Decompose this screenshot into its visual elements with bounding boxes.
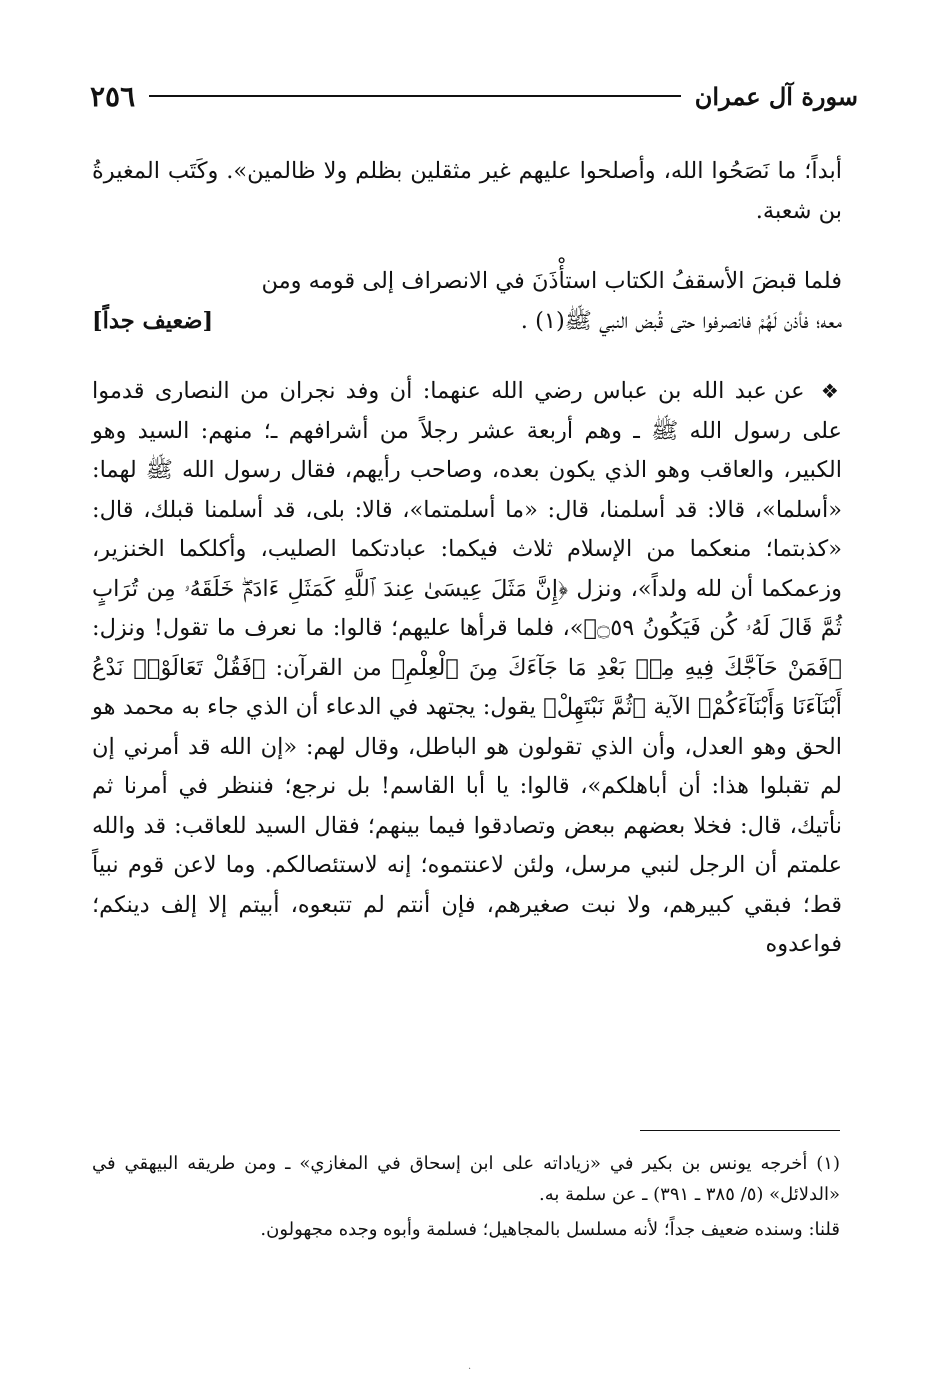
footnote-1: (١) أخرجه يونس بن بكير في «زياداته على ابن إسحاق في المغازي» ـ ومن طريقه البيهقي في «الدلائل» (٥/ ٣٨٥ ـ ٣٩١) ـ عن سلمة به. bbox=[92, 1153, 840, 1205]
bullet-icon: ❖ bbox=[820, 379, 842, 403]
footnote-rule bbox=[640, 1130, 840, 1131]
page-header bbox=[90, 76, 858, 116]
footnote-2: قلنا: وسنده ضعيف جداً؛ لأنه مسلسل بالمجاهيل؛ فسلمة وأبوه وجده مجهولون. bbox=[260, 1219, 840, 1240]
page-number: ٢٥٦ bbox=[90, 79, 136, 113]
paragraph-2-last-line bbox=[92, 302, 842, 342]
paragraph-3-text: عن عبد الله بن عباس رضي الله عنهما: أن وفد نجران من النصارى قدموا على رسول الله ﷺ ـ وهم أربعة عشر رجلاً من أشرافهم ـ؛ منهم: السيد وهو الكبير، والعاقب وهو الذي يكون بعده، وصاحب رأيهم، فقال رسول الله ﷺ لهما: «أسلما»، قالا: قد أسلمنا، قال: «ما أسلمتما»، قالا: بلى، قد أسلمنا قبلك، قال: «كذبتما؛ منعكما من الإسلام ثلاث فيكما: عبادتكما الصليب، وأكلكما الخنزير، وزعمكما أن لله ولداً»، ونزل ﴿إِنَّ مَثَلَ عِيسَىٰ عِندَ ٱللَّهِ كَمَثَلِ ءَادَمَۖ خَلَقَهُۥ مِن تُرَابٍ ثُمَّ قَالَ لَهُۥ كُن فَيَكُونُ ۝٥٩﴾»، فلما قرأها عليهم؛ قالوا: ما نعرف ما تقول! ونزل: ﴿فَمَنْ حَآجَّكَ فِيهِ مِنۢ بَعْدِ مَا جَآءَكَ مِنَ ٱلْعِلْمِ﴾ من القرآن: ﴿فَقُلْ تَعَالَوْا۟ نَدْعُ أَبْنَآءَنَا وَأَبْنَآءَكُمْ﴾ الآية ﴿ثُمَّ نَبْتَهِلْ﴾ يقول: يجتهد في الدعاء أن الذي جاء به محمد هو الحق وهو العدل، وأن الذي تقولون هو الباطل، وقال لهم: «إن الله قد أمرني إن لم تقبلوا هذا: أن أباهلكم»، قالوا: يا أبا القاسم! بل نرجع؛ فننظر في أمرنا ثم نأتيك، قال: فخلا بعضهم ببعض وتصادقوا فيما بينهم؛ فقال السيد للعاقب: قد والله علمتم أن الرجل لنبي مرسل، ولئن لاعنتموه؛ إنه لاستئصالكم. وما لاعن قوم نبياً قط؛ فبقي كبيرهم، ولا نبت صغيرهم، فإن أنتم لم تتبعوه، أبيتم إلا إلف دينكم؛ فواعدوه bbox=[92, 378, 842, 957]
grade-label: [ضعيف جداً] bbox=[92, 308, 214, 334]
header-rule bbox=[149, 95, 681, 97]
paragraph-1: أبداً؛ ما نَصَحُوا الله، وأصلحوا عليهم غير مثقلين بظلم ولا ظالمين». وكَتَب المغيرةُ بن شعبة. bbox=[92, 158, 842, 224]
footnotes bbox=[92, 1148, 840, 1249]
paragraph-2: فلما قبضَ الأسقفُ الكتاب استأْذَنَ في الانصراف إلى قومه ومن bbox=[261, 268, 842, 294]
paragraph-3 bbox=[92, 372, 842, 965]
margin-mark: · bbox=[468, 1364, 472, 1375]
paragraph-2-last-text: معه؛ فأذن لَهُمْ فانصرفوا حتى قُبض النبي ﷺ(١) . bbox=[520, 308, 842, 334]
surah-title: سورة آل عمران bbox=[694, 81, 858, 111]
